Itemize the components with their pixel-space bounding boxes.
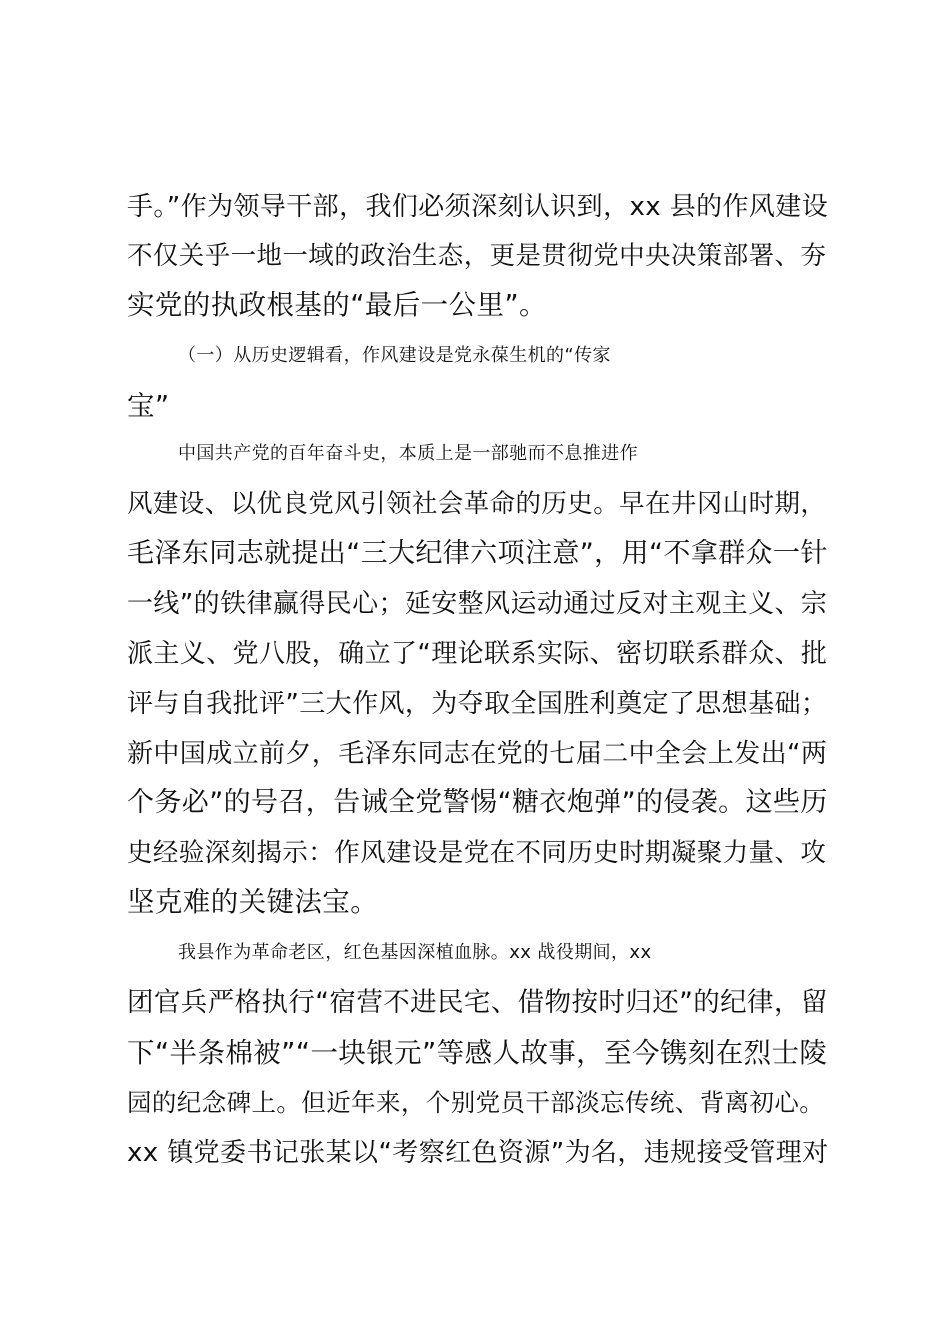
text-line: 风建设、以优良党风引领社会革命的历史。早在井冈山时期， (127, 489, 827, 519)
text-line: 个务必”的号召，告诫全党警惕“糖衣炮弹”的侵袭。这些历 (127, 787, 828, 818)
text-line: 评与自我批评”三大作风，为夺取全国胜利奠定了思想基础； (127, 689, 828, 719)
text-line: xx 镇党委书记张某以“考察红色资源”为名，违规接受管理对 (127, 1138, 829, 1168)
text-line: 坚克难的关键法宝。 (127, 886, 379, 918)
text-line: 新中国成立前夕，毛泽东同志在党的七届二中全会上发出“两 (127, 739, 828, 769)
text-line: 园的纪念碑上。但近年来，个别党员干部淡忘传统、背离初心。 (127, 1088, 825, 1117)
text-line: 史经验深刻揭示：作风建设是党在不同历史时期凝聚力量、攻 (127, 838, 827, 868)
text-line: 派主义、党八股，确立了“理论联系实际、密切联系群众、批 (127, 639, 828, 669)
section-heading: （一）从历史逻辑看，作风建设是党永葆生机的“传家 (178, 345, 611, 366)
text-line: 下“半条棉被”“一块银元”等感人故事，至今镌刻在烈士陵 (127, 1037, 828, 1069)
text-line: 实党的执政根基的“最后一公里”。 (127, 289, 547, 321)
text-line: 一线”的铁律赢得民心；延安整风运动通过反对主观主义、宗 (127, 589, 828, 619)
section-heading-continued: 宝” (127, 390, 170, 422)
text-line: 团官兵严格执行“宿营不进民宅、借物按时归还”的纪律，留 (127, 987, 828, 1018)
paragraph-start-line: 我县作为革命老区，红色基因深植血脉。xx 战役期间，xx (178, 942, 652, 963)
paragraph-start-line: 中国共产党的百年奋斗史，本质上是一部驰而不息推进作 (178, 443, 638, 464)
text-line: 毛泽东同志就提出“三大纪律六项注意”，用“不拿群众一针 (127, 538, 828, 569)
text-line: 手。”作为领导干部，我们必须深刻认识到，xx 县的作风建设 (127, 192, 829, 222)
text-line: 不仅关乎一地一域的政治生态，更是贯彻党中央决策部署、夯 (127, 241, 827, 271)
